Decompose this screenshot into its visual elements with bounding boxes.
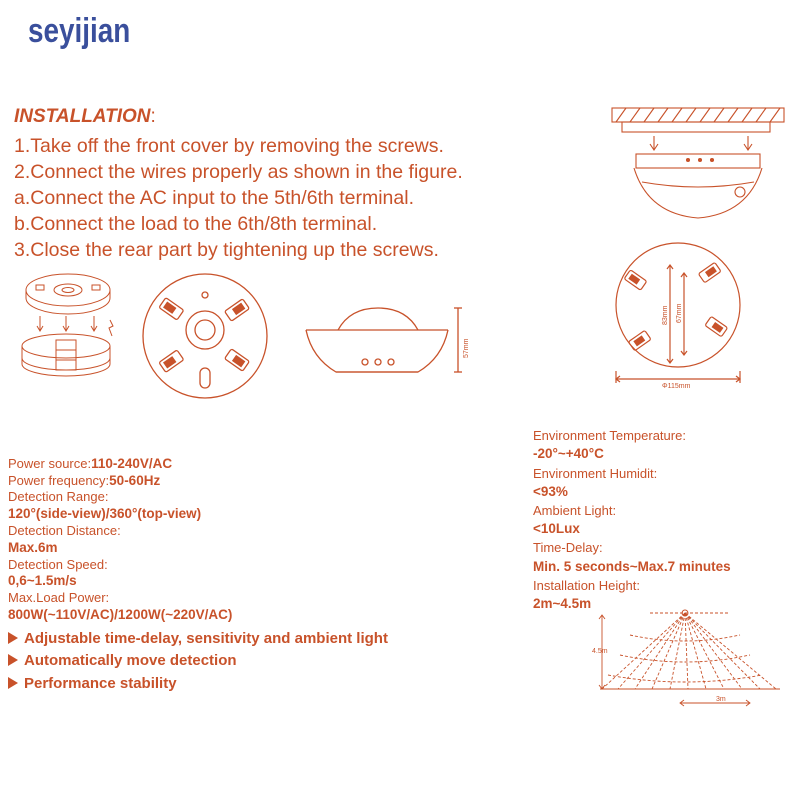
inner-67-label: 67mm bbox=[676, 303, 683, 323]
install-step-b: b.Connect the load to the 6th/8th terminal. bbox=[14, 213, 378, 235]
spec-install-height-label: Installation Height: bbox=[533, 578, 640, 593]
spec-env-temp-value: -20°~+40°C bbox=[533, 446, 604, 461]
spec-power-source bbox=[8, 455, 172, 473]
spec-value: 110-240V/AC bbox=[91, 456, 173, 471]
spec-value: 50-60Hz bbox=[109, 473, 161, 488]
feature-item bbox=[8, 675, 177, 692]
spec-detection-distance-label: Detection Distance: bbox=[8, 523, 121, 538]
bullet-arrow-icon bbox=[8, 677, 18, 689]
spec-max-load-label: Max.Load Power: bbox=[8, 590, 110, 605]
side-height-label: 57mm bbox=[463, 338, 470, 358]
feature-item bbox=[8, 652, 237, 669]
inner-83-label: 83mm bbox=[662, 305, 669, 325]
spec-detection-speed-value: 0,6~1.5m/s bbox=[8, 573, 77, 588]
spec-label: Power source: bbox=[8, 456, 92, 471]
sensor-side-view bbox=[298, 300, 473, 380]
install-step-2: 2.Connect the wires properly as shown in the figure. bbox=[14, 161, 463, 183]
spec-install-height-value: 2m~4.5m bbox=[533, 596, 592, 611]
feature-text: Adjustable time-delay, sensitivity and ambient light bbox=[24, 630, 388, 647]
detection-range-diagram bbox=[590, 605, 785, 715]
spec-label: Power frequency: bbox=[8, 473, 110, 488]
watermark-logo: seyijian bbox=[28, 12, 131, 50]
inner-dimensions-diagram bbox=[608, 243, 778, 393]
spec-humidity-label: Environment Humidit: bbox=[533, 466, 658, 481]
spec-time-delay-value: Min. 5 seconds~Max.7 minutes bbox=[533, 559, 731, 574]
spec-humidity-value: <93% bbox=[533, 484, 568, 499]
spec-ambient-light-value: <10Lux bbox=[533, 521, 580, 536]
installation-heading bbox=[14, 106, 156, 128]
feature-item bbox=[8, 630, 388, 647]
range-width-label: 3m bbox=[716, 696, 726, 703]
spec-power-frequency bbox=[8, 472, 160, 490]
installation-colon: : bbox=[150, 106, 156, 127]
feature-text: Automatically move detection bbox=[24, 652, 237, 669]
install-step-1: 1.Take off the front cover by removing the screws. bbox=[14, 135, 444, 157]
exploded-sensor-diagram bbox=[18, 268, 123, 388]
spec-ambient-light-label: Ambient Light: bbox=[533, 503, 617, 518]
install-step-a: a.Connect the AC input to the 5th/6th terminal. bbox=[14, 187, 414, 209]
spec-detection-range-label: Detection Range: bbox=[8, 489, 109, 504]
bullet-arrow-icon bbox=[8, 632, 18, 644]
ceiling-mount-diagram bbox=[612, 108, 787, 228]
base-plate-top-view bbox=[138, 272, 273, 402]
install-step-3: 3.Close the rear part by tightening up the screws. bbox=[14, 239, 439, 261]
range-height-label: 4.5m bbox=[592, 648, 608, 655]
bullet-arrow-icon bbox=[8, 654, 18, 666]
spec-detection-speed-label: Detection Speed: bbox=[8, 557, 108, 572]
feature-text: Performance stability bbox=[24, 675, 177, 692]
spec-detection-range-value: 120°(side-view)/360°(top-view) bbox=[8, 506, 202, 521]
spec-env-temp-label: Environment Temperature: bbox=[533, 428, 686, 443]
spec-time-delay-label: Time-Delay: bbox=[533, 540, 603, 555]
spec-max-load-value: 800W(~110V/AC)/1200W(~220V/AC) bbox=[8, 607, 233, 622]
spec-detection-distance-value: Max.6m bbox=[8, 540, 58, 555]
diameter-label: Φ115mm bbox=[662, 383, 691, 390]
installation-title: INSTALLATION bbox=[14, 106, 151, 127]
